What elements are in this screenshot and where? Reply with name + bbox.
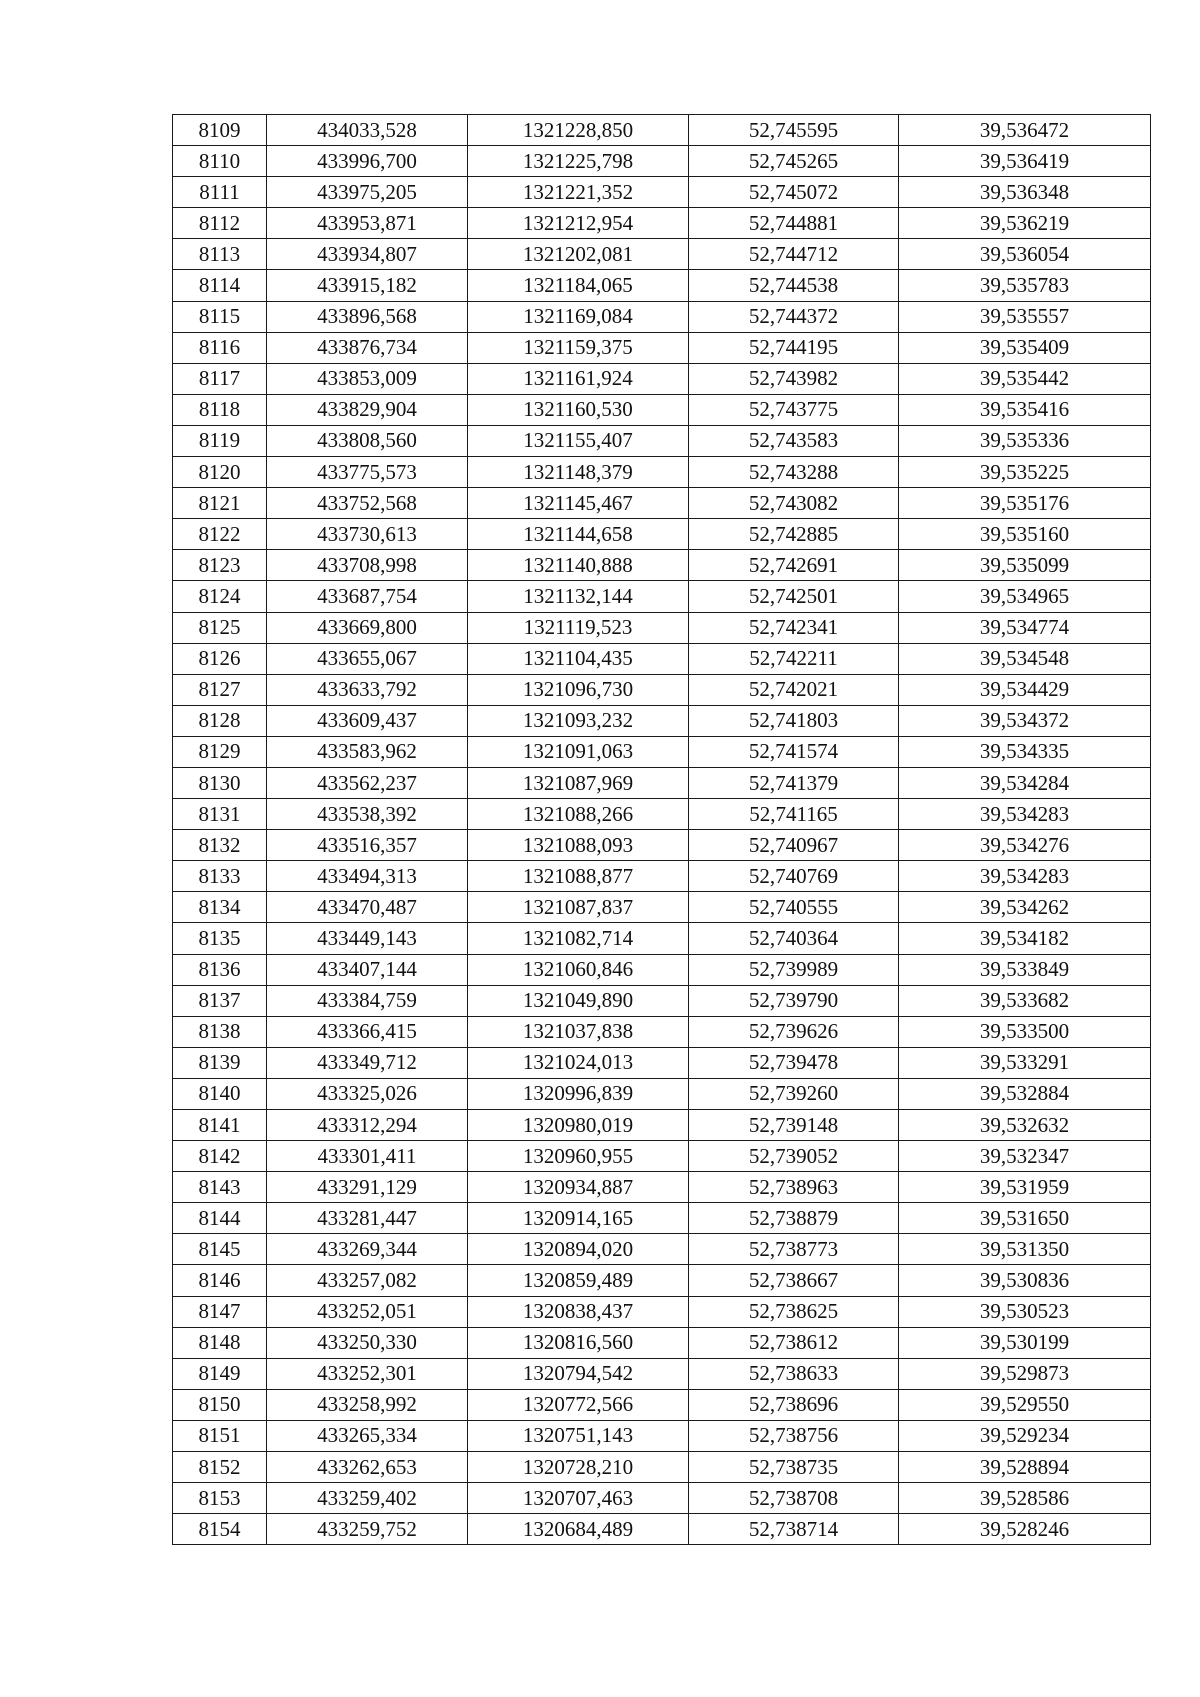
longitude-cell: 39,529234	[899, 1420, 1151, 1451]
latitude-cell: 52,744195	[689, 332, 899, 363]
table-row	[173, 705, 1151, 736]
latitude-cell: 52,740769	[689, 861, 899, 892]
y-coordinate-cell: 1320684,489	[468, 1514, 689, 1545]
longitude-cell: 39,535416	[899, 394, 1151, 425]
x-coordinate-cell: 433562,237	[267, 767, 468, 798]
point-number-cell: 8123	[173, 550, 267, 581]
y-coordinate-cell: 1321228,850	[468, 115, 689, 146]
x-coordinate-cell: 433259,752	[267, 1514, 468, 1545]
point-number-cell: 8136	[173, 954, 267, 985]
table-row	[173, 1420, 1151, 1451]
x-coordinate-cell: 433708,998	[267, 550, 468, 581]
longitude-cell: 39,530199	[899, 1327, 1151, 1358]
x-coordinate-cell: 433407,144	[267, 954, 468, 985]
point-number-cell: 8122	[173, 519, 267, 550]
point-number-cell: 8135	[173, 923, 267, 954]
point-number-cell: 8154	[173, 1514, 267, 1545]
point-number-cell: 8120	[173, 457, 267, 488]
point-number-cell: 8152	[173, 1452, 267, 1483]
latitude-cell: 52,742211	[689, 643, 899, 674]
table-row	[173, 985, 1151, 1016]
latitude-cell: 52,744372	[689, 301, 899, 332]
latitude-cell: 52,738708	[689, 1483, 899, 1514]
latitude-cell: 52,743082	[689, 488, 899, 519]
latitude-cell: 52,739626	[689, 1016, 899, 1047]
latitude-cell: 52,741165	[689, 799, 899, 830]
latitude-cell: 52,738667	[689, 1265, 899, 1296]
y-coordinate-cell: 1321148,379	[468, 457, 689, 488]
point-number-cell: 8142	[173, 1141, 267, 1172]
y-coordinate-cell: 1321144,658	[468, 519, 689, 550]
x-coordinate-cell: 433853,009	[267, 363, 468, 394]
point-number-cell: 8112	[173, 208, 267, 239]
table-row	[173, 519, 1151, 550]
y-coordinate-cell: 1321160,530	[468, 394, 689, 425]
latitude-cell: 52,739478	[689, 1047, 899, 1078]
point-number-cell: 8128	[173, 705, 267, 736]
longitude-cell: 39,535557	[899, 301, 1151, 332]
latitude-cell: 52,745072	[689, 177, 899, 208]
point-number-cell: 8145	[173, 1234, 267, 1265]
x-coordinate-cell: 433752,568	[267, 488, 468, 519]
longitude-cell: 39,533682	[899, 985, 1151, 1016]
table-row	[173, 1203, 1151, 1234]
y-coordinate-cell: 1320980,019	[468, 1110, 689, 1141]
longitude-cell: 39,533291	[899, 1047, 1151, 1078]
latitude-cell: 52,742501	[689, 581, 899, 612]
x-coordinate-cell: 433775,573	[267, 457, 468, 488]
longitude-cell: 39,535099	[899, 550, 1151, 581]
longitude-cell: 39,533500	[899, 1016, 1151, 1047]
latitude-cell: 52,738696	[689, 1389, 899, 1420]
y-coordinate-cell: 1320894,020	[468, 1234, 689, 1265]
y-coordinate-cell: 1321087,969	[468, 767, 689, 798]
latitude-cell: 52,743288	[689, 457, 899, 488]
y-coordinate-cell: 1321169,084	[468, 301, 689, 332]
latitude-cell: 52,743583	[689, 425, 899, 456]
point-number-cell: 8116	[173, 332, 267, 363]
longitude-cell: 39,534276	[899, 830, 1151, 861]
y-coordinate-cell: 1321088,266	[468, 799, 689, 830]
table-row	[173, 767, 1151, 798]
y-coordinate-cell: 1321140,888	[468, 550, 689, 581]
table-row	[173, 1234, 1151, 1265]
point-number-cell: 8117	[173, 363, 267, 394]
table-row	[173, 332, 1151, 363]
x-coordinate-cell: 433516,357	[267, 830, 468, 861]
y-coordinate-cell: 1320728,210	[468, 1452, 689, 1483]
longitude-cell: 39,531650	[899, 1203, 1151, 1234]
latitude-cell: 52,742691	[689, 550, 899, 581]
x-coordinate-cell: 433583,962	[267, 736, 468, 767]
table-row	[173, 177, 1151, 208]
y-coordinate-cell: 1320859,489	[468, 1265, 689, 1296]
point-number-cell: 8147	[173, 1296, 267, 1327]
latitude-cell: 52,739148	[689, 1110, 899, 1141]
x-coordinate-cell: 433449,143	[267, 923, 468, 954]
table-row	[173, 736, 1151, 767]
table-row	[173, 208, 1151, 239]
x-coordinate-cell: 433258,992	[267, 1389, 468, 1420]
x-coordinate-cell: 433366,415	[267, 1016, 468, 1047]
y-coordinate-cell: 1321221,352	[468, 177, 689, 208]
longitude-cell: 39,529550	[899, 1389, 1151, 1420]
x-coordinate-cell: 433538,392	[267, 799, 468, 830]
point-number-cell: 8111	[173, 177, 267, 208]
x-coordinate-cell: 433808,560	[267, 425, 468, 456]
x-coordinate-cell: 433252,051	[267, 1296, 468, 1327]
x-coordinate-cell: 433975,205	[267, 177, 468, 208]
longitude-cell: 39,534774	[899, 612, 1151, 643]
table-row	[173, 115, 1151, 146]
x-coordinate-cell: 433687,754	[267, 581, 468, 612]
x-coordinate-cell: 433609,437	[267, 705, 468, 736]
longitude-cell: 39,531959	[899, 1172, 1151, 1203]
x-coordinate-cell: 433252,301	[267, 1358, 468, 1389]
longitude-cell: 39,532632	[899, 1110, 1151, 1141]
latitude-cell: 52,739260	[689, 1078, 899, 1109]
coordinates-table-body	[173, 115, 1151, 1545]
table-row	[173, 581, 1151, 612]
latitude-cell: 52,738735	[689, 1452, 899, 1483]
longitude-cell: 39,535442	[899, 363, 1151, 394]
longitude-cell: 39,534283	[899, 799, 1151, 830]
x-coordinate-cell: 433257,082	[267, 1265, 468, 1296]
y-coordinate-cell: 1321145,467	[468, 488, 689, 519]
x-coordinate-cell: 433349,712	[267, 1047, 468, 1078]
longitude-cell: 39,536219	[899, 208, 1151, 239]
table-row	[173, 923, 1151, 954]
point-number-cell: 8129	[173, 736, 267, 767]
latitude-cell: 52,738963	[689, 1172, 899, 1203]
longitude-cell: 39,531350	[899, 1234, 1151, 1265]
y-coordinate-cell: 1321060,846	[468, 954, 689, 985]
latitude-cell: 52,738756	[689, 1420, 899, 1451]
point-number-cell: 8143	[173, 1172, 267, 1203]
y-coordinate-cell: 1321202,081	[468, 239, 689, 270]
longitude-cell: 39,528246	[899, 1514, 1151, 1545]
point-number-cell: 8153	[173, 1483, 267, 1514]
x-coordinate-cell: 433269,344	[267, 1234, 468, 1265]
y-coordinate-cell: 1320838,437	[468, 1296, 689, 1327]
longitude-cell: 39,528586	[899, 1483, 1151, 1514]
y-coordinate-cell: 1320772,566	[468, 1389, 689, 1420]
point-number-cell: 8140	[173, 1078, 267, 1109]
longitude-cell: 39,529873	[899, 1358, 1151, 1389]
point-number-cell: 8148	[173, 1327, 267, 1358]
point-number-cell: 8124	[173, 581, 267, 612]
x-coordinate-cell: 433730,613	[267, 519, 468, 550]
table-row	[173, 643, 1151, 674]
table-row	[173, 1483, 1151, 1514]
table-row	[173, 799, 1151, 830]
y-coordinate-cell: 1321093,232	[468, 705, 689, 736]
latitude-cell: 52,745265	[689, 146, 899, 177]
latitude-cell: 52,738773	[689, 1234, 899, 1265]
x-coordinate-cell: 433291,129	[267, 1172, 468, 1203]
longitude-cell: 39,532884	[899, 1078, 1151, 1109]
y-coordinate-cell: 1321088,877	[468, 861, 689, 892]
point-number-cell: 8137	[173, 985, 267, 1016]
table-row	[173, 550, 1151, 581]
longitude-cell: 39,534372	[899, 705, 1151, 736]
point-number-cell: 8109	[173, 115, 267, 146]
y-coordinate-cell: 1321184,065	[468, 270, 689, 301]
table-row	[173, 1296, 1151, 1327]
table-row	[173, 830, 1151, 861]
x-coordinate-cell: 433301,411	[267, 1141, 468, 1172]
point-number-cell: 8113	[173, 239, 267, 270]
longitude-cell: 39,536348	[899, 177, 1151, 208]
y-coordinate-cell: 1321161,924	[468, 363, 689, 394]
y-coordinate-cell: 1320914,165	[468, 1203, 689, 1234]
point-number-cell: 8146	[173, 1265, 267, 1296]
point-number-cell: 8126	[173, 643, 267, 674]
table-row	[173, 146, 1151, 177]
longitude-cell: 39,534283	[899, 861, 1151, 892]
x-coordinate-cell: 433259,402	[267, 1483, 468, 1514]
longitude-cell: 39,534965	[899, 581, 1151, 612]
y-coordinate-cell: 1321087,837	[468, 892, 689, 923]
latitude-cell: 52,745595	[689, 115, 899, 146]
latitude-cell: 52,738714	[689, 1514, 899, 1545]
point-number-cell: 8133	[173, 861, 267, 892]
longitude-cell: 39,530836	[899, 1265, 1151, 1296]
table-row	[173, 1265, 1151, 1296]
x-coordinate-cell: 433470,487	[267, 892, 468, 923]
y-coordinate-cell: 1321082,714	[468, 923, 689, 954]
x-coordinate-cell: 433829,904	[267, 394, 468, 425]
point-number-cell: 8127	[173, 674, 267, 705]
y-coordinate-cell: 1320960,955	[468, 1141, 689, 1172]
longitude-cell: 39,534262	[899, 892, 1151, 923]
latitude-cell: 52,741379	[689, 767, 899, 798]
x-coordinate-cell: 433633,792	[267, 674, 468, 705]
table-row	[173, 1514, 1151, 1545]
table-row	[173, 301, 1151, 332]
latitude-cell: 52,744538	[689, 270, 899, 301]
point-number-cell: 8139	[173, 1047, 267, 1078]
latitude-cell: 52,739790	[689, 985, 899, 1016]
x-coordinate-cell: 433915,182	[267, 270, 468, 301]
table-row	[173, 363, 1151, 394]
table-row	[173, 1047, 1151, 1078]
point-number-cell: 8138	[173, 1016, 267, 1047]
table-row	[173, 394, 1151, 425]
longitude-cell: 39,535783	[899, 270, 1151, 301]
y-coordinate-cell: 1321119,523	[468, 612, 689, 643]
x-coordinate-cell: 433325,026	[267, 1078, 468, 1109]
table-row	[173, 1452, 1151, 1483]
point-number-cell: 8125	[173, 612, 267, 643]
y-coordinate-cell: 1321225,798	[468, 146, 689, 177]
table-row	[173, 612, 1151, 643]
latitude-cell: 52,744712	[689, 239, 899, 270]
longitude-cell: 39,535176	[899, 488, 1151, 519]
longitude-cell: 39,536419	[899, 146, 1151, 177]
y-coordinate-cell: 1320751,143	[468, 1420, 689, 1451]
point-number-cell: 8151	[173, 1420, 267, 1451]
table-row	[173, 1389, 1151, 1420]
table-row	[173, 674, 1151, 705]
latitude-cell: 52,742341	[689, 612, 899, 643]
point-number-cell: 8149	[173, 1358, 267, 1389]
point-number-cell: 8119	[173, 425, 267, 456]
longitude-cell: 39,535225	[899, 457, 1151, 488]
point-number-cell: 8121	[173, 488, 267, 519]
x-coordinate-cell: 433934,807	[267, 239, 468, 270]
point-number-cell: 8132	[173, 830, 267, 861]
x-coordinate-cell: 433250,330	[267, 1327, 468, 1358]
longitude-cell: 39,530523	[899, 1296, 1151, 1327]
point-number-cell: 8141	[173, 1110, 267, 1141]
latitude-cell: 52,738633	[689, 1358, 899, 1389]
latitude-cell: 52,742885	[689, 519, 899, 550]
latitude-cell: 52,744881	[689, 208, 899, 239]
longitude-cell: 39,535336	[899, 425, 1151, 456]
point-number-cell: 8150	[173, 1389, 267, 1420]
x-coordinate-cell: 433896,568	[267, 301, 468, 332]
longitude-cell: 39,534335	[899, 736, 1151, 767]
longitude-cell: 39,535160	[899, 519, 1151, 550]
table-row	[173, 1110, 1151, 1141]
x-coordinate-cell: 433953,871	[267, 208, 468, 239]
longitude-cell: 39,534429	[899, 674, 1151, 705]
table-row	[173, 1141, 1151, 1172]
longitude-cell: 39,534284	[899, 767, 1151, 798]
latitude-cell: 52,738879	[689, 1203, 899, 1234]
y-coordinate-cell: 1320996,839	[468, 1078, 689, 1109]
x-coordinate-cell: 433494,313	[267, 861, 468, 892]
point-number-cell: 8134	[173, 892, 267, 923]
x-coordinate-cell: 433876,734	[267, 332, 468, 363]
longitude-cell: 39,536054	[899, 239, 1151, 270]
table-row	[173, 892, 1151, 923]
latitude-cell: 52,741803	[689, 705, 899, 736]
x-coordinate-cell: 433655,067	[267, 643, 468, 674]
latitude-cell: 52,739052	[689, 1141, 899, 1172]
longitude-cell: 39,528894	[899, 1452, 1151, 1483]
x-coordinate-cell: 433281,447	[267, 1203, 468, 1234]
x-coordinate-cell: 433996,700	[267, 146, 468, 177]
longitude-cell: 39,536472	[899, 115, 1151, 146]
latitude-cell: 52,738612	[689, 1327, 899, 1358]
y-coordinate-cell: 1320707,463	[468, 1483, 689, 1514]
y-coordinate-cell: 1321132,144	[468, 581, 689, 612]
y-coordinate-cell: 1321104,435	[468, 643, 689, 674]
latitude-cell: 52,741574	[689, 736, 899, 767]
longitude-cell: 39,535409	[899, 332, 1151, 363]
point-number-cell: 8144	[173, 1203, 267, 1234]
point-number-cell: 8131	[173, 799, 267, 830]
y-coordinate-cell: 1321159,375	[468, 332, 689, 363]
y-coordinate-cell: 1320794,542	[468, 1358, 689, 1389]
table-row	[173, 1327, 1151, 1358]
latitude-cell: 52,740364	[689, 923, 899, 954]
y-coordinate-cell: 1321155,407	[468, 425, 689, 456]
point-number-cell: 8118	[173, 394, 267, 425]
longitude-cell: 39,534548	[899, 643, 1151, 674]
latitude-cell: 52,738625	[689, 1296, 899, 1327]
coordinates-table	[172, 114, 1151, 1545]
latitude-cell: 52,742021	[689, 674, 899, 705]
longitude-cell: 39,534182	[899, 923, 1151, 954]
latitude-cell: 52,740967	[689, 830, 899, 861]
table-row	[173, 270, 1151, 301]
point-number-cell: 8130	[173, 767, 267, 798]
table-row	[173, 488, 1151, 519]
latitude-cell: 52,739989	[689, 954, 899, 985]
y-coordinate-cell: 1321024,013	[468, 1047, 689, 1078]
y-coordinate-cell: 1321212,954	[468, 208, 689, 239]
longitude-cell: 39,533849	[899, 954, 1151, 985]
y-coordinate-cell: 1321091,063	[468, 736, 689, 767]
y-coordinate-cell: 1321096,730	[468, 674, 689, 705]
table-row	[173, 954, 1151, 985]
x-coordinate-cell: 433384,759	[267, 985, 468, 1016]
table-row	[173, 1172, 1151, 1203]
y-coordinate-cell: 1320934,887	[468, 1172, 689, 1203]
table-row	[173, 239, 1151, 270]
point-number-cell: 8110	[173, 146, 267, 177]
table-row	[173, 1078, 1151, 1109]
y-coordinate-cell: 1321088,093	[468, 830, 689, 861]
x-coordinate-cell: 433262,653	[267, 1452, 468, 1483]
y-coordinate-cell: 1321037,838	[468, 1016, 689, 1047]
table-row	[173, 1016, 1151, 1047]
x-coordinate-cell: 433669,800	[267, 612, 468, 643]
latitude-cell: 52,740555	[689, 892, 899, 923]
x-coordinate-cell: 433265,334	[267, 1420, 468, 1451]
table-row	[173, 1358, 1151, 1389]
point-number-cell: 8114	[173, 270, 267, 301]
table-row	[173, 425, 1151, 456]
point-number-cell: 8115	[173, 301, 267, 332]
table-row	[173, 861, 1151, 892]
x-coordinate-cell: 433312,294	[267, 1110, 468, 1141]
latitude-cell: 52,743775	[689, 394, 899, 425]
y-coordinate-cell: 1321049,890	[468, 985, 689, 1016]
latitude-cell: 52,743982	[689, 363, 899, 394]
y-coordinate-cell: 1320816,560	[468, 1327, 689, 1358]
table-row	[173, 457, 1151, 488]
x-coordinate-cell: 434033,528	[267, 115, 468, 146]
longitude-cell: 39,532347	[899, 1141, 1151, 1172]
